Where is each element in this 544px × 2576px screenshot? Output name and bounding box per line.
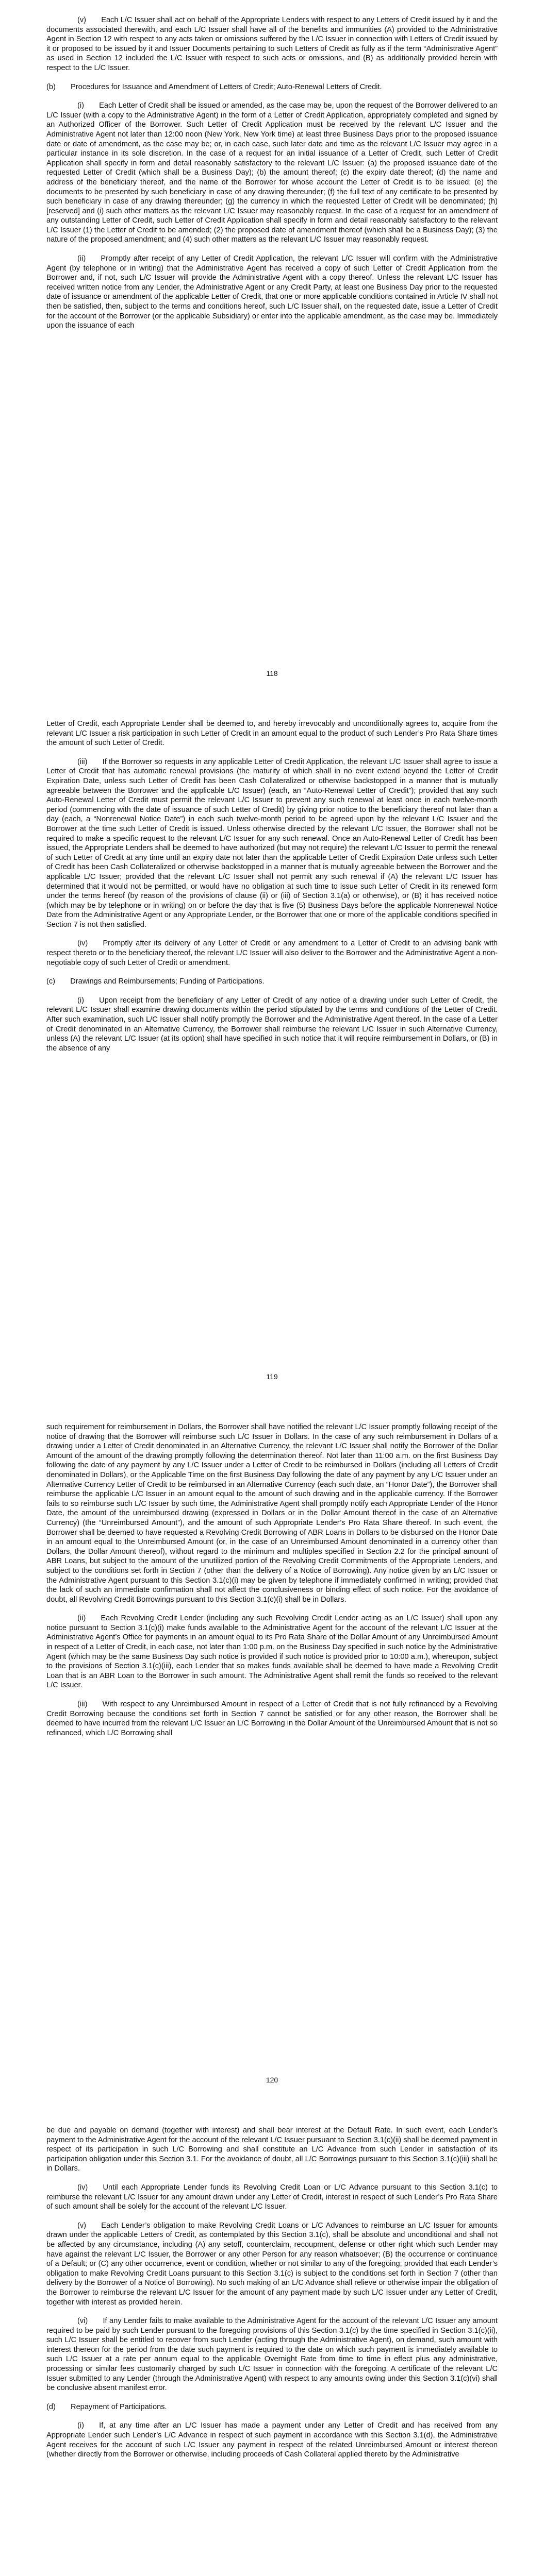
page-number: 120 bbox=[266, 2076, 278, 2084]
paragraph: (iv) Promptly after its delivery of any Letter of Credit or any amendment to a Letter of Credit to an advising bank with respect thereto or to the beneficiary thereof, the relevant L/C Issuer will also deliver to the Borrower and the Administrative Agent a non-negotiable copy of such Letter of Credit or amendment. bbox=[46, 939, 498, 967]
section-heading: (b) Procedures for Issuance and Amendment of Letters of Credit; Auto-Renewal Letters of Credit. bbox=[46, 82, 382, 91]
page bbox=[0, 2110, 544, 2576]
page bbox=[0, 1406, 544, 2110]
paragraph: (v) Each Lender’s obligation to make Revolving Credit Loans or L/C Advances to reimburse an L/C Issuer for amounts drawn under the applicable Letters of Credit, as contemplated by this Section 3.1(c), shall be absolute and unconditional and shall not be affected by any circumstance, including (A) any setoff, counterclaim, recoupment, defense or other right which such Lender may have against the relevant L/C Issuer, the Borrower or any other Person for any reason whatsoever; (B) the occurrence or continuance of a Default; or (C) any other occurrence, event or condition, whether or not similar to any of the foregoing; provided that each Lender’s obligation to make Revolving Credit Loans pursuant to this Section 3.1(c) is subject to the conditions set forth in Section 7 (other than delivery by the Borrower of a Notice of Borrowing). No such making of an L/C Advance shall relieve or otherwise impair the obligation of the Borrower to reimburse the relevant L/C Issuer for the amount of any payment made by such L/C Issuer under any Letter of Credit, together with interest as provided herein. bbox=[46, 2221, 498, 2307]
section-heading: (d) Repayment of Participations. bbox=[46, 2402, 167, 2411]
paragraph-continued: such requirement for reimbursement in Dollars, the Borrower shall have notified the relevant L/C Issuer promptly following receipt of the notice of drawing that the Borrower will reimburse such L/C Issuer in Dollars. In the case of any such reimbursement in Dollars of a drawing under a Letter of Credit denominated in an Alternative Currency, the relevant L/C Issuer shall notify the Borrower of the Dollar Amount of the amount of the drawing promptly following the determination thereof. Not later than 11:00 a.m. on the first Business Day following the date of any payment by any L/C Issuer under a Letter of Credit to be reimbursed in Dollars (including all Letters of Credit denominated in Dollars), or the Applicable Time on the first Business Day following the date of any payment by any L/C Issuer under an Alternative Currency Letter of Credit to be reimbursed in an Alternative Currency (each such date, an “Honor Date”), the Borrower shall reimburse the applicable L/C Issuer in an amount equal to the amount of such drawing and in the applicable currency. If the Borrower fails to so reimburse such L/C Issuer by such time, the Administrative Agent shall promptly notify each Appropriate Lender of the Honor Date, the amount of the unreimbursed drawing (expressed in Dollars or in the Dollar Amount thereof in the case of an Alternative Currency) (the “Unreimbursed Amount”), and the amount of such Appropriate Lender’s Pro Rata Share thereof. In such event, the Borrower shall be deemed to have requested a Revolving Credit Borrowing of ABR Loans in Dollars to be disbursed on the Honor Date in an amount equal to the Unreimbursed Amount (or, in the case of an Unreimbursed Amount denominated in a currency other than Dollars, the Dollar Amount thereof), without regard to the minimum and multiples specified in Section 2.2 for the principal amount of ABR Loans, but subject to the amount of the unutilized portion of the Revolving Credit Commitments of the Appropriate Lenders, and subject to the conditions set forth in Section 7 (other than the delivery of a Notice of Borrowing). Any notice given by an L/C Issuer or the Administrative Agent pursuant to this Section 3.1(c)(i) may be given by telephone if immediately confirmed in writing; provided that the lack of such an immediate confirmation shall not affect the conclusiveness or binding effect of such notice. For the avoidance of doubt, all Revolving Credit Borrowings pursuant to this Section 3.1(c)(i) shall be in Dollars. bbox=[46, 1423, 498, 1604]
page-number: 119 bbox=[266, 1372, 278, 1381]
paragraph: (vi) If any Lender fails to make available to the Administrative Agent for the account of the relevant L/C Issuer any amount required to be paid by such Lender pursuant to the foregoing provisions of this Section 3.1(c) by the time specified in Section 3.1(c)(ii), such L/C Issuer shall be entitled to recover from such Lender (acting through the Administrative Agent), on demand, such amount with interest thereon for the period from the date such payment is required to the date on which such payment is immediately available to such L/C Issuer at a rate per annum equal to the applicable Overnight Rate from time to time in effect plus any administrative, processing or similar fees customarily charged by such L/C Issuer in connection with the foregoing. A certificate of the relevant L/C Issuer submitted to any Lender (through the Administrative Agent) with respect to any amounts owing under this Section 3.1(c)(vi) shall be conclusive absent manifest error. bbox=[46, 2317, 498, 2393]
paragraph: (iii) If the Borrower so requests in any applicable Letter of Credit Application, the relevant L/C Issuer shall agree to issue a Letter of Credit that has automatic renewal provisions (the maturity of which shall in no event extend beyond the Letter of Credit Expiration Date, unless such Letter of Credit has been Cash Collateralized or otherwise backstopped in a manner that is mutually agreeable between the Borrower and the applicable L/C Issuer) (each, an “Auto-Renewal Letter of Credit”); provided that any such Auto-Renewal Letter of Credit must permit the relevant L/C Issuer to prevent any such renewal at least once in each twelve-month period (commencing with the date of issuance of such Letter of Credit) by giving prior notice to the beneficiary thereof not later than a day (each, a “Nonrenewal Notice Date”) in each such twelve-month period to be agreed upon by the relevant L/C Issuer and the Borrower at the time such Letter of Credit is issued. Unless otherwise directed by the relevant L/C Issuer, the Borrower shall not be required to make a specific request to the relevant L/C Issuer for any such renewal. Once an Auto-Renewal Letter of Credit has been issued, the Appropriate Lenders shall be deemed to have authorized (but may not require) the relevant L/C Issuer to permit the renewal of such Letter of Credit at any time until an expiry date not later than the applicable Letter of Credit Expiration Date unless such Letter of Credit has been Cash Collateralized or otherwise backstopped in a manner that is mutually agreeable between the Borrower and the applicable L/C Issuer; provided that the relevant L/C Issuer shall not permit any such renewal if (A) the relevant L/C Issuer has determined that it would not be permitted, or would have no obligation at such time to issue such Letter of Credit in its renewed form under the terms hereof (by reason of the provisions of clause (ii) or (iii) of Section 3.1(a) or otherwise), or (B) it has received notice (which may be by telephone or in writing) on or before the day that is five (5) Business Days before the applicable Nonrenewal Notice Date from the Administrative Agent or any Appropriate Lender, or the Borrower that one or more of the applicable conditions specified in Section 7 is not then satisfied. bbox=[46, 757, 498, 929]
page bbox=[0, 0, 544, 703]
paragraph: (i) Each Letter of Credit shall be issued or amended, as the case may be, upon the request of the Borrower delivered to an L/C Issuer (with a copy to the Administrative Agent) in the form of a Letter of Credit Application, appropriately completed and signed by an Authorized Officer of the Borrower. Such Letter of Credit Application must be received by the relevant L/C Issuer and the Administrative Agent not later than 12:00 noon (New York, New York time) at least three Business Days prior to the proposed issuance date or date of amendment, as the case may be; or, in each case, such later date and time as the relevant L/C Issuer may agree in a particular instance in its sole discretion. In the case of a request for an initial issuance of a Letter of Credit, such Letter of Credit Application shall specify in form and detail reasonably satisfactory to the relevant L/C Issuer: (a) the proposed issuance date of the requested Letter of Credit (which shall be a Business Day); (b) the amount thereof; (c) the expiry date thereof; (d) the name and address of the beneficiary thereof, and the name of the Borrower for whose account the Letter of Credit is to be issued; (e) the documents to be presented by such beneficiary in case of any drawing thereunder; (f) the full text of any certificate to be presented by such beneficiary in case of any drawing thereunder; (g) the currency in which the requested Letter of Credit will be denominated; (h) [reserved] and (i) such other matters as the relevant L/C Issuer may reasonably request. In the case of a request for an amendment of any outstanding Letter of Credit, such Letter of Credit Application shall specify in form and detail reasonably satisfactory to the relevant L/C Issuer (1) the Letter of Credit to be amended; (2) the proposed date of amendment thereof (which shall be a Business Day); (3) the nature of the proposed amendment; and (4) such other matters as the relevant L/C Issuer may reasonably request. bbox=[46, 101, 498, 244]
paragraph: (v) Each L/C Issuer shall act on behalf of the Appropriate Lenders with respect to any Letters of Credit issued by it and the documents associated therewith, and each L/C Issuer shall have all of the benefits and immunities (A) provided to the Administrative Agent in Section 12 with respect to any acts taken or omissions suffered by the L/C Issuer in connection with Letters of Credit issued by it or proposed to be issued by it and Issuer Documents pertaining to such Letters of Credit as fully as if the term “Administrative Agent” as used in Section 12 included the L/C Issuer with respect to such acts or omissions, and (B) as additionally provided herein with respect to the L/C Issuer. bbox=[46, 16, 498, 72]
paragraph: (iii) With respect to any Unreimbursed Amount in respect of a Letter of Credit that is not fully refinanced by a Revolving Credit Borrowing because the conditions set forth in Section 7 cannot be satisfied or for any other reason, the Borrower shall be deemed to have incurred from the relevant L/C Issuer an L/C Borrowing in the Dollar Amount of the Unreimbursed Amount that is not so refinanced, which L/C Borrowing shall bbox=[46, 1700, 498, 1737]
paragraph: (i) Upon receipt from the beneficiary of any Letter of Credit of any notice of a drawing under such Letter of Credit, the relevant L/C Issuer shall examine drawing documents within the period stipulated by the terms and conditions of the Letter of Credit. After such examination, such L/C Issuer shall notify promptly the Borrower and the Administrative Agent thereof. In the case of a Letter of Credit denominated in an Alternative Currency, the Borrower shall reimburse the relevant L/C Issuer in such Alternative Currency, unless (A) the relevant L/C Issuer (at its option) shall have specified in such notice that it will require reimbursement in Dollars, or (B) in the absence of any bbox=[46, 996, 498, 1053]
paragraph: (ii) Promptly after receipt of any Letter of Credit Application, the relevant L/C Issuer will confirm with the Administrative Agent (by telephone or in writing) that the Administrative Agent has received a copy of such Letter of Credit Application from the Borrower and, if not, such L/C Issuer will provide the Administrative Agent with a copy thereof. Unless the relevant L/C Issuer has received written notice from any Lender, the Administrative Agent or any Credit Party, at least one Business Day prior to the requested date of issuance or amendment of the applicable Letter of Credit, that one or more applicable conditions contained in Article IV shall not then be satisfied, then, subject to the terms and conditions hereof, such L/C Issuer shall, on the requested date, issue a Letter of Credit for the account of the Borrower (or the applicable Subsidiary) or enter into the applicable amendment, as the case may be. Immediately upon the issuance of each bbox=[46, 255, 498, 330]
section-heading: (c) Drawings and Reimbursements; Funding of Participations. bbox=[46, 977, 265, 986]
paragraph-continued: be due and payable on demand (together with interest) and shall bear interest at the Default Rate. In such event, each Lender’s payment to the Administrative Agent for the account of the relevant L/C Issuer pursuant to Section 3.1(c)(ii) shall be deemed payment in respect of its participation in such L/C Borrowing and shall constitute an L/C Advance from such Lender in satisfaction of its participation obligation under this Section 3.1. For the avoidance of doubt, all L/C Borrowings pursuant to this Section 3.1(c)(iii) shall be in Dollars. bbox=[46, 2126, 498, 2173]
paragraph: (i) If, at any time after an L/C Issuer has made a payment under any Letter of Credit and has received from any Appropriate Lender such Lender’s L/C Advance in respect of such payment in accordance with this Section 3.1(d), the Administrative Agent receives for the account of such L/C Issuer any payment in respect of the related Unreimbursed Amount or interest thereon (whether directly from the Borrower or otherwise, including proceeds of Cash Collateral applied thereto by the Administrative bbox=[46, 2421, 498, 2459]
paragraph-continued: Letter of Credit, each Appropriate Lender shall be deemed to, and hereby irrevocably and unconditionally agrees to, acquire from the relevant L/C Issuer a risk participation in such Letter of Credit in an amount equal to the product of such Lender’s Pro Rata Share times the amount of such Letter of Credit. bbox=[46, 720, 498, 748]
page-number: 118 bbox=[266, 669, 278, 677]
paragraph: (ii) Each Revolving Credit Lender (including any such Revolving Credit Lender acting as an L/C Issuer) shall upon any notice pursuant to Section 3.1(c)(i) make funds available to the Administrative Agent for the account of the relevant L/C Issuer at the Administrative Agent’s Office for payments in an amount equal to its Pro Rata Share of the Dollar Amount of any Unreimbursed Amount in respect of a Letter of Credit, in each case, not later than 1:00 p.m. on the Business Day specified in such notice by the Administrative Agent (which may be the same Business Day such notice is provided if such notice is provided prior to 10:00 a.m.), whereupon, subject to the provisions of Section 3.1(c)(iii), each Lender that so makes funds available shall be deemed to have made a Revolving Credit Loan that is an ABR Loan to the Borrower in such amount. The Administrative Agent shall remit the funds so received to the relevant L/C Issuer. bbox=[46, 1614, 498, 1690]
paragraph: (iv) Until each Appropriate Lender funds its Revolving Credit Loan or L/C Advance pursuant to this Section 3.1(c) to reimburse the relevant L/C Issuer for any amount drawn under any Letter of Credit, interest in respect of such Lender’s Pro Rata Share of such amount shall be solely for the account of the relevant L/C Issuer. bbox=[46, 2183, 498, 2211]
page bbox=[0, 703, 544, 1406]
